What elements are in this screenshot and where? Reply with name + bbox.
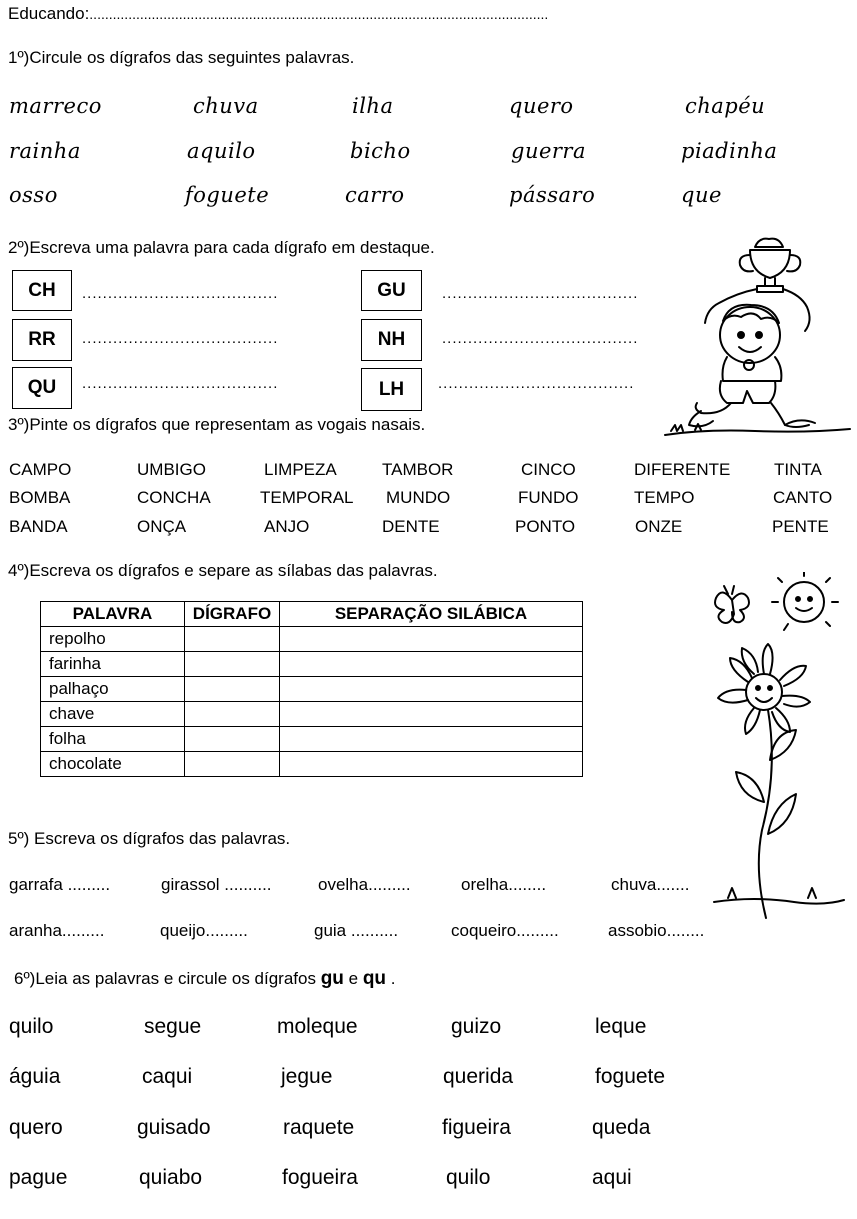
q3-word[interactable]: PENTE <box>772 517 829 536</box>
q6-word[interactable]: guisado <box>137 1116 211 1139</box>
q3-word[interactable]: LIMPEZA <box>264 460 337 479</box>
q6-word[interactable]: leque <box>595 1015 647 1038</box>
q3-word[interactable]: UMBIGO <box>137 460 206 479</box>
q3-word[interactable]: BANDA <box>9 517 68 536</box>
q2-title: 2º)Escreva uma palavra para cada dígrafo em destaque. <box>8 238 435 257</box>
col-header-digrafo: DÍGRAFO <box>185 602 280 627</box>
q4-title: 4º)Escreva os dígrafos e separe as sílabas das palavras. <box>8 561 438 580</box>
q3-word[interactable]: TINTA <box>774 460 822 479</box>
answer-line[interactable]: ...................................... <box>82 375 279 392</box>
flower-sun-illustration <box>698 572 848 920</box>
syllable-cell[interactable] <box>280 727 583 752</box>
table-row <box>41 677 583 702</box>
q6-word[interactable]: quero <box>9 1116 63 1139</box>
q6-word[interactable]: querida <box>443 1065 514 1088</box>
student-name-label: Educando:...................................................................................................................... <box>8 4 549 23</box>
q5-title: 5º) Escreva os dígrafos das palavras. <box>8 829 291 848</box>
digraph-box-qu: QU <box>12 367 72 409</box>
q3-word[interactable]: ONZE <box>635 517 683 536</box>
q3-word[interactable]: CONCHA <box>137 488 211 507</box>
table-row <box>41 752 583 777</box>
table-word: palhaço <box>41 677 185 702</box>
q1-word[interactable]: quero <box>509 94 574 118</box>
boy-trophy-illustration <box>655 225 853 440</box>
q6-qu: qu <box>362 968 387 989</box>
syllable-cell[interactable] <box>280 702 583 727</box>
q6-gu: gu <box>320 968 344 989</box>
q3-word[interactable]: TEMPO <box>634 488 695 507</box>
digraph-box-gu: GU <box>361 270 422 311</box>
q1-word[interactable]: rainha <box>9 139 81 163</box>
q6-word[interactable]: fogueira <box>282 1166 358 1189</box>
q3-word[interactable]: CANTO <box>773 488 833 507</box>
q1-word[interactable]: ilha <box>352 94 394 118</box>
q3-word[interactable]: ONÇA <box>137 517 187 536</box>
q3-word[interactable]: CAMPO <box>9 460 72 479</box>
syllable-cell[interactable] <box>280 652 583 677</box>
syllable-cell[interactable] <box>280 677 583 702</box>
digraph-cell[interactable] <box>185 752 280 777</box>
q5-item[interactable]: girassol .......... <box>161 875 272 894</box>
digraph-box-rr: RR <box>12 319 72 361</box>
q3-title: 3º)Pinte os dígrafos que representam as vogais nasais. <box>8 415 426 434</box>
q6-word[interactable]: raquete <box>283 1116 355 1139</box>
table-row <box>41 627 583 652</box>
q3-word[interactable]: FUNDO <box>518 488 579 507</box>
syllable-cell[interactable] <box>280 627 583 652</box>
q3-word[interactable]: PONTO <box>515 517 576 536</box>
table-word: folha <box>41 727 185 752</box>
q5-item[interactable]: coqueiro......... <box>451 921 559 940</box>
table-word: farinha <box>41 652 185 677</box>
q6-word[interactable]: pague <box>9 1166 68 1189</box>
q1-title: 1º)Circule os dígrafos das seguintes palavras. <box>8 48 355 67</box>
q5-item[interactable]: garrafa ......... <box>9 875 111 894</box>
q3-word[interactable]: MUNDO <box>386 488 451 507</box>
q6-word[interactable]: queda <box>592 1116 651 1139</box>
answer-line[interactable]: ...................................... <box>438 375 635 392</box>
table-word: repolho <box>41 627 185 652</box>
q6-word[interactable]: aqui <box>592 1166 632 1189</box>
digraph-box-ch: CH <box>12 270 72 311</box>
q3-word[interactable]: DIFERENTE <box>634 460 731 479</box>
q6-word[interactable]: jegue <box>281 1065 333 1088</box>
q6-word[interactable]: quilo <box>446 1166 491 1189</box>
digraph-cell[interactable] <box>185 702 280 727</box>
q1-word[interactable]: carro <box>345 183 405 207</box>
digraph-box-nh: NH <box>361 319 422 361</box>
q5-item[interactable]: queijo......... <box>160 921 248 940</box>
q3-word[interactable]: ANJO <box>264 517 310 536</box>
table-header-row <box>41 602 583 627</box>
q6-word[interactable]: quiabo <box>139 1166 203 1189</box>
syllable-cell[interactable] <box>280 752 583 777</box>
q6-word[interactable]: guizo <box>451 1015 502 1038</box>
q1-word[interactable]: guerra <box>511 139 586 163</box>
table-row <box>41 727 583 752</box>
q5-item[interactable]: assobio........ <box>608 921 705 940</box>
q6-word[interactable]: figueira <box>442 1116 511 1139</box>
q1-word[interactable]: foguete <box>185 183 270 207</box>
digraph-cell[interactable] <box>185 652 280 677</box>
col-header-palavra: PALAVRA <box>41 602 185 627</box>
answer-line[interactable]: ...................................... <box>82 285 279 302</box>
q5-item[interactable]: chuva....... <box>611 875 690 894</box>
q6-word[interactable]: moleque <box>277 1015 358 1038</box>
digraph-cell[interactable] <box>185 627 280 652</box>
digraph-cell[interactable] <box>185 727 280 752</box>
table-row <box>41 652 583 677</box>
q1-word[interactable]: osso <box>9 183 58 207</box>
q5-item[interactable]: orelha........ <box>461 875 547 894</box>
q1-word[interactable]: chuva <box>193 94 259 118</box>
q3-word[interactable]: DENTE <box>382 517 440 536</box>
q1-word[interactable]: piadinha <box>681 139 778 163</box>
q6-word[interactable]: caqui <box>142 1065 193 1088</box>
digraph-cell[interactable] <box>185 677 280 702</box>
col-header-separacao: SEPARAÇÃO SILÁBICA <box>280 602 583 627</box>
table-word: chocolate <box>41 752 185 777</box>
q5-item[interactable]: guia .......... <box>314 921 399 940</box>
q3-word[interactable]: TEMPORAL <box>260 488 354 507</box>
syllable-table <box>40 601 583 777</box>
q6-word[interactable]: segue <box>144 1015 202 1038</box>
answer-line[interactable]: ...................................... <box>442 285 639 302</box>
q3-word[interactable]: CINCO <box>521 460 576 479</box>
q1-word[interactable]: chapéu <box>685 94 766 118</box>
table-word: chave <box>41 702 185 727</box>
q1-word[interactable]: aquilo <box>187 139 256 163</box>
q6-word[interactable]: foguete <box>595 1065 666 1088</box>
q3-word[interactable]: TAMBOR <box>382 460 454 479</box>
q1-word[interactable]: pássaro <box>509 183 596 207</box>
q6-word[interactable]: quilo <box>9 1015 54 1038</box>
q3-word[interactable]: BOMBA <box>9 488 71 507</box>
q1-word[interactable]: bicho <box>350 139 411 163</box>
q1-word[interactable]: marreco <box>9 94 102 118</box>
answer-line[interactable]: ...................................... <box>82 330 279 347</box>
table-row <box>41 702 583 727</box>
q6-title: 6º)Leia as palavras e circule os dígrafos gu e qu . <box>14 968 396 989</box>
q5-item[interactable]: ovelha......... <box>318 875 411 894</box>
digraph-box-lh: LH <box>361 368 422 411</box>
q5-item[interactable]: aranha......... <box>9 921 105 940</box>
answer-line[interactable]: ...................................... <box>442 330 639 347</box>
q1-word[interactable]: que <box>681 183 722 207</box>
q6-word[interactable]: águia <box>9 1065 61 1088</box>
